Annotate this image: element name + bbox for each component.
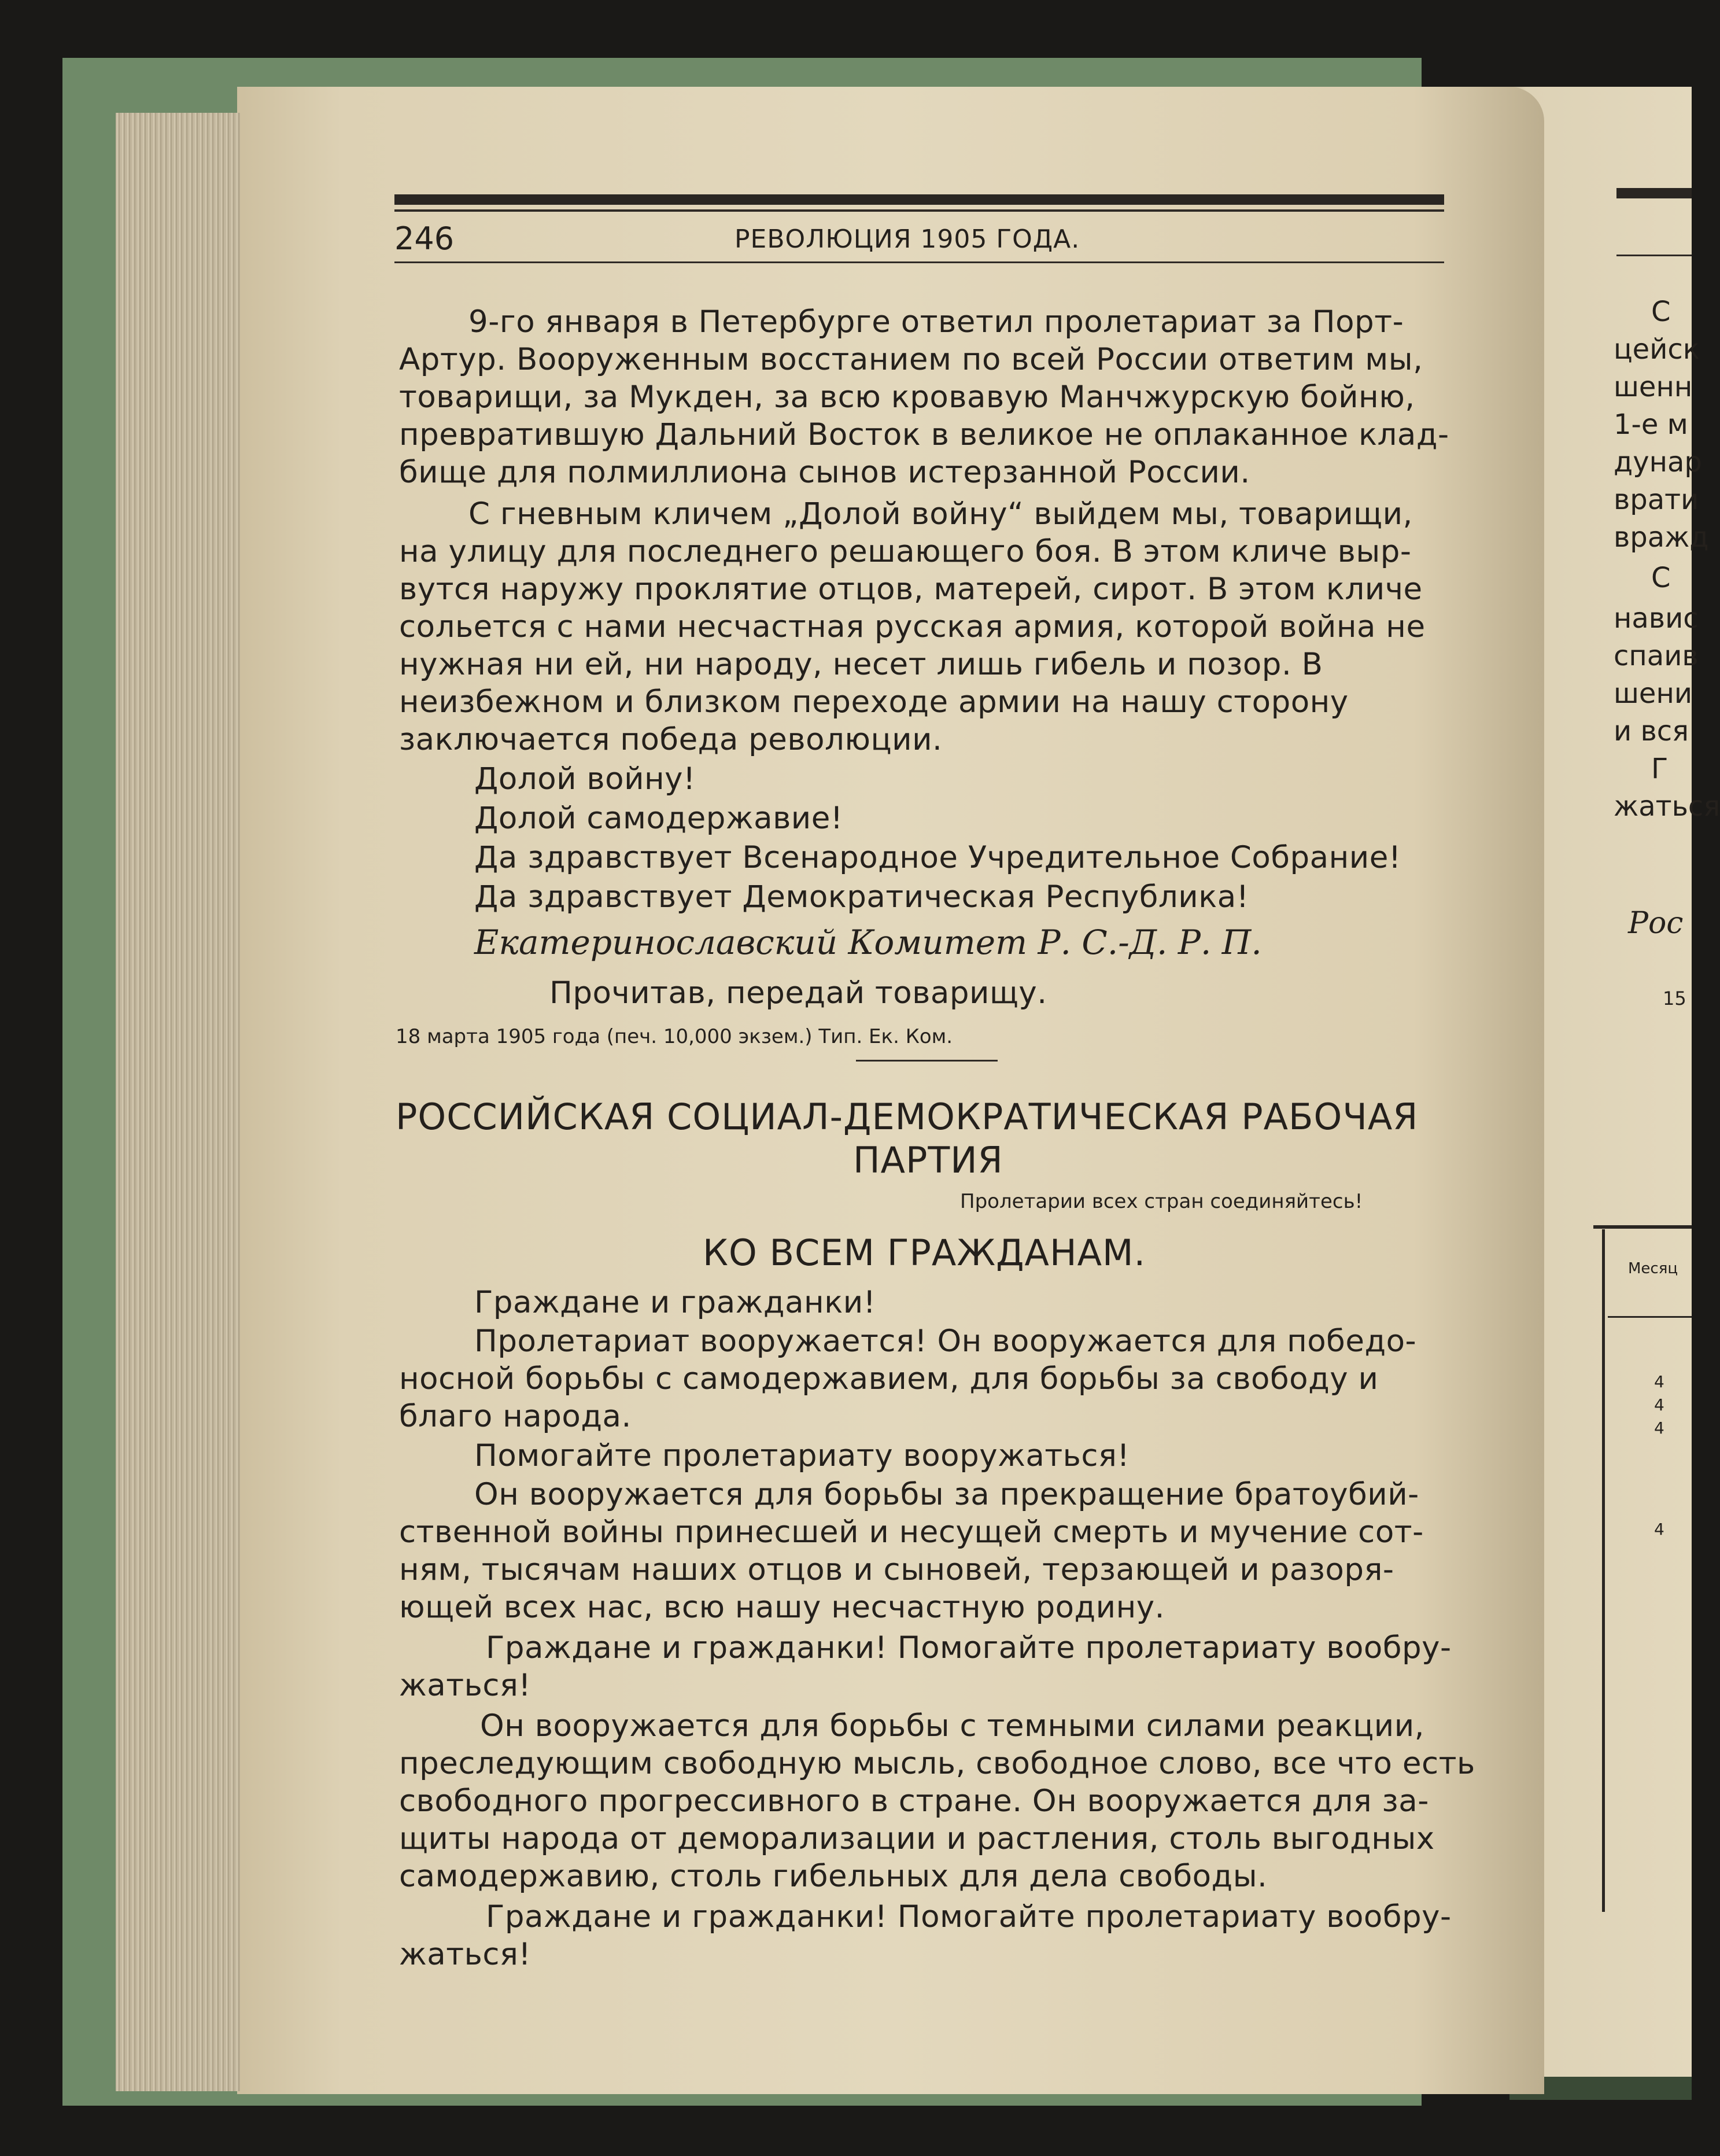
right-fragment: врати	[1614, 484, 1699, 516]
text-line: благо народа.	[399, 1399, 632, 1434]
text-line: неизбежном и близком переходе армии на нашу сторону	[399, 684, 1349, 720]
text-line: Граждане и гражданки! Помогайте пролетариату вообру-	[486, 1899, 1452, 1934]
appeal-title: КО ВСЕМ ГРАЖДАНАМ.	[703, 1232, 1146, 1274]
right-fragment: С	[1651, 296, 1671, 328]
text-line: Пролетариат вооружается! Он вооружается для победо-	[474, 1324, 1417, 1359]
right-fragment: вражд	[1614, 521, 1709, 554]
right-fragment: жаться	[1614, 790, 1720, 823]
text-line: вутся наружу проклятие отцов, матерей, сирот. В этом кличе	[399, 572, 1423, 607]
text-line: Граждане и гражданки! Помогайте пролетариату вообру-	[486, 1630, 1452, 1665]
text-line: Помогайте пролетариату вооружаться!	[474, 1438, 1130, 1473]
right-signature-fragment: Рос	[1628, 906, 1684, 941]
separator	[856, 1060, 998, 1062]
party-heading: РОССИЙСКАЯ СОЦИАЛ-ДЕМОКРАТИЧЕСКАЯ РАБОЧАЯ	[396, 1096, 1419, 1138]
text-line: С гневным кличем „Долой войну“ выйдем мы, товарищи,	[468, 496, 1413, 532]
right-header-rule-thin	[1616, 255, 1692, 256]
text-line: 9-го января в Петербурге ответил пролетариат за Порт-	[468, 304, 1404, 340]
table-header-rule	[1608, 1316, 1692, 1318]
right-fragment: навис	[1614, 602, 1699, 635]
text-line: заключается победа революции.	[399, 722, 943, 757]
table-header: Месяц	[1628, 1260, 1678, 1277]
text-line: сольется с нами несчастная русская армия, которой война не	[399, 609, 1426, 644]
header-rule-thin	[394, 209, 1444, 212]
text-line: нужная ни ей, ни народу, несет лишь гибель и позор. В	[399, 647, 1323, 682]
pass-on-note: Прочитав, передай товарищу.	[549, 975, 1047, 1011]
slogan: Да здравствует Всенародное Учредительное Собрание!	[474, 840, 1401, 875]
table-cell: 4	[1654, 1418, 1664, 1438]
text-line: преследующим свободную мысль, свободное слово, все что есть	[399, 1746, 1475, 1781]
table-cell: 4	[1654, 1395, 1664, 1414]
text-line: щиты народа от деморализации и растления, столь выгодных	[399, 1821, 1435, 1856]
table-cell: 4	[1654, 1372, 1664, 1391]
right-imprint-fragment: 15	[1663, 987, 1686, 1009]
text-line: ственной войны принесшей и несущей смерть и мучение сот-	[399, 1514, 1424, 1550]
table-top-rule	[1593, 1225, 1692, 1229]
imprint: 18 марта 1905 года (печ. 10,000 экзем.) Тип. Ек. Ком.	[396, 1025, 953, 1048]
right-fragment: дунар	[1614, 446, 1702, 478]
right-header-rule	[1616, 188, 1692, 198]
text-line: бище для полмиллиона сынов истерзанной России.	[399, 455, 1250, 490]
page-number: 246	[394, 220, 455, 257]
text-line: Артур. Вооруженным восстанием по всей России ответим мы,	[399, 342, 1423, 377]
slogan: Долой самодержавие!	[474, 801, 843, 836]
slogan: Да здравствует Демократическая Республика!	[474, 879, 1249, 915]
motto: Пролетарии всех стран соединяйтесь!	[960, 1190, 1363, 1213]
text-line: самодержавию, столь гибельных для дела свободы.	[399, 1859, 1268, 1894]
running-title: РЕВОЛЮЦИЯ 1905 ГОДА.	[734, 224, 1080, 254]
header-rule-thick	[394, 194, 1444, 205]
text-line: жаться!	[399, 1937, 531, 1972]
right-fragment: 1-е м	[1614, 408, 1688, 441]
header-rule-bottom	[394, 261, 1444, 263]
signature: Екатеринославский Комитет Р. С.-Д. Р. П.	[474, 923, 1262, 962]
right-fragment: цейск	[1614, 333, 1700, 366]
party-heading-2: ПАРТИЯ	[853, 1139, 1003, 1181]
page-edges	[116, 113, 240, 2091]
text-line: Он вооружается для борьбы за прекращение братоубий-	[474, 1477, 1419, 1512]
right-fragment: спаив	[1614, 640, 1699, 672]
slogan: Долой войну!	[474, 761, 696, 797]
right-fragment: шени	[1614, 677, 1693, 710]
text-line: Граждане и гражданки!	[474, 1285, 876, 1320]
text-line: на улицу для последнего решающего боя. В этом кличе выр-	[399, 534, 1412, 569]
table-cell: 4	[1654, 1520, 1664, 1539]
text-line: превратившую Дальний Восток в великое не оплаканное клад-	[399, 417, 1449, 452]
right-fragment: С	[1651, 562, 1671, 594]
text-line: ням, тысячам наших отцов и сыновей, терзающей и разоря-	[399, 1552, 1394, 1587]
text-line: товарищи, за Мукден, за всю кровавую Манчжурскую бойню,	[399, 379, 1415, 415]
text-line: ющей всех нас, всю нашу несчастную родину.	[399, 1590, 1165, 1625]
table-left-rule	[1602, 1229, 1605, 1912]
text-line: носной борьбы с самодержавием, для борьбы за свободу и	[399, 1361, 1379, 1396]
text-line: жаться!	[399, 1668, 531, 1703]
text-line: Он вооружается для борьбы с темными силами реакции,	[480, 1708, 1424, 1744]
text-line: свободного прогрессивного в стране. Он вооружается для за-	[399, 1783, 1429, 1819]
right-fragment: Г	[1651, 753, 1669, 785]
right-fragment: шенн	[1614, 371, 1693, 403]
right-fragment: и вся	[1614, 715, 1689, 747]
